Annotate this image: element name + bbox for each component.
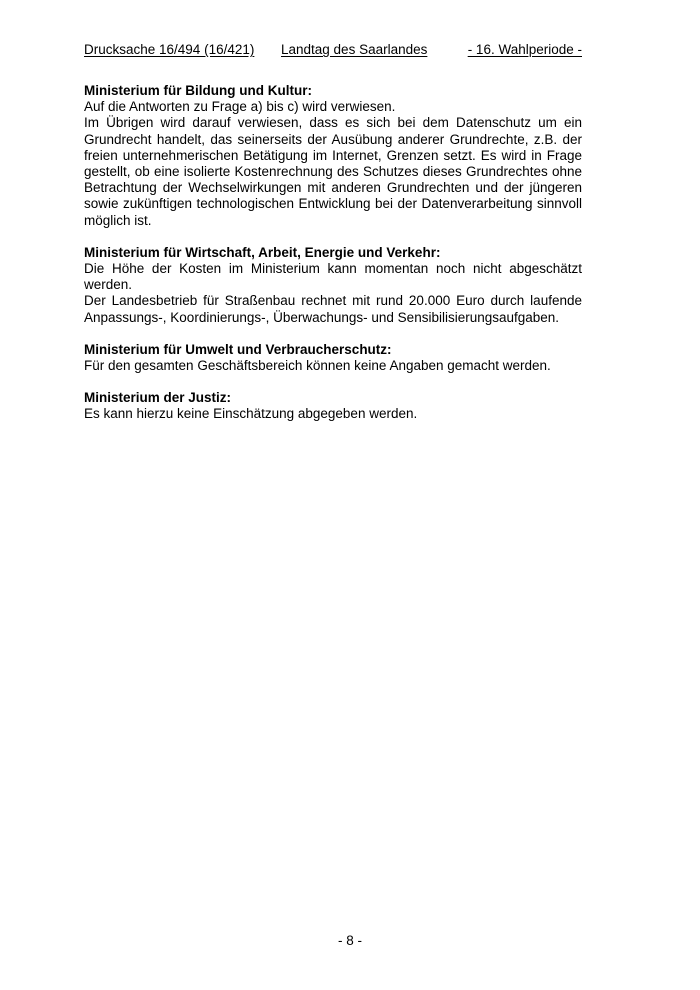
section-bildung-kultur	[84, 83, 582, 229]
section-heading: Ministerium für Umwelt und Verbraucherschutz:	[84, 341, 392, 357]
section-heading: Ministerium für Wirtschaft, Arbeit, Energie und Verkehr:	[84, 244, 441, 260]
paragraph: Für den gesamten Geschäftsbereich können keine Angaben gemacht werden.	[84, 358, 551, 374]
header-term: - 16. Wahlperiode -	[467, 42, 582, 57]
page-number: - 8 -	[337, 933, 362, 948]
section-heading: Ministerium der Justiz:	[84, 390, 232, 406]
header-parliament: Landtag des Saarlandes	[281, 42, 428, 57]
section-justiz	[84, 390, 582, 422]
section-umwelt-verbraucherschutz	[84, 342, 582, 374]
section-heading: Ministerium für Bildung und Kultur:	[84, 83, 312, 98]
running-header	[84, 41, 582, 59]
header-document-ref: Drucksache 16/494 (16/421)	[84, 42, 255, 57]
document-body	[84, 83, 582, 439]
paragraph: Im Übrigen wird darauf verwiesen, dass es sich bei dem Datenschutz um ein Grundrecht handelt, das seinerseits der Ausübung anderer Grundrechte, z.B. der freien unternehmerischen Betätigung im Internet, Grenzen setzt. Es wird in Frage gestellt, ob eine isolierte Kostenrechnung des Schutzes dieses Grundrechtes ohne Betrachtung der Wechselwirkungen mit anderen Grundrechten und der jüngeren sowie zukünftigen technologischen Entwicklung bei der Datenverarbeitung sinnvoll möglich ist.	[84, 115, 582, 228]
paragraph: Der Landesbetrieb für Straßenbau rechnet mit rund 20.000 Euro durch laufende Anpassungs-, Koordinierungs-, Überwachungs- und Sensibilisierungsaufgaben.	[84, 293, 582, 325]
paragraph: Die Höhe der Kosten im Ministerium kann momentan noch nicht abgeschätzt werden.	[84, 261, 582, 293]
paragraph: Auf die Antworten zu Frage a) bis c) wird verwiesen.	[84, 99, 396, 115]
section-wirtschaft-arbeit	[84, 245, 582, 326]
paragraph: Es kann hierzu keine Einschätzung abgegeben werden.	[84, 406, 418, 422]
